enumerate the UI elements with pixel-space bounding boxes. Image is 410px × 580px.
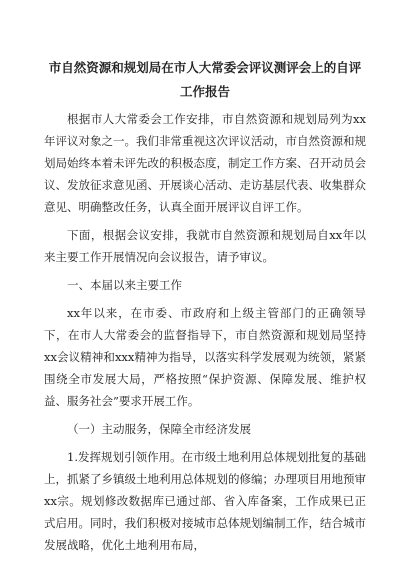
subsection-heading-1: （一）主动服务，保障全市经济发展 [67, 422, 251, 436]
paragraph-planning: 1.发挥规划引领作用。在市级土地利用总体规划批复的基础上，抓紧了乡镇级土地利用总体规划的修编；办理项目用地预审xx宗。规划修改数据库已通过部、省入库备案，工作成果已正式启用。同时，我们积极对接城市总体规划编制工作，结合城市发展战略，优化土地利用布局， [44, 450, 366, 552]
title-line-2: 工作报告 [179, 84, 230, 99]
section-heading-1: 一、本届以来主要工作 [67, 278, 182, 292]
paragraph-intro: 根据市人大常委会工作安排，市自然资源和规划局列为xx年评议对象之一。我们非常重视这次评议活动，市自然资源和规划局始终本着未评先改的积极态度，制定工作方案、召开动员会议、发放征求意见函、开展谈心活动、走访基层代表、收集群众意见、明确整改任务，认真全面开展评议自评工作。 [44, 112, 366, 214]
paragraph-report-notice: 下面，根据会议安排，我就市自然资源和规划局自xx年以来主要工作开展情况向会议报告，请予审议。 [44, 228, 366, 264]
title-line-1: 市自然资源和规划局在市人大常委会评议测评会上的自评 [48, 60, 362, 75]
paragraph-main-work: xx年以来，在市委、市政府和上级主管部门的正确领导下，在市人大常委会的监督指导下，市自然资源和规划局坚持xx会议精神和xxx精神为指导，以落实科学发展观为统领，紧紧围绕全市发展大局，严格按照“保护资源、保障发展、维护权益、服务社会”要求开展工作。 [44, 306, 366, 408]
document-title [44, 56, 366, 104]
